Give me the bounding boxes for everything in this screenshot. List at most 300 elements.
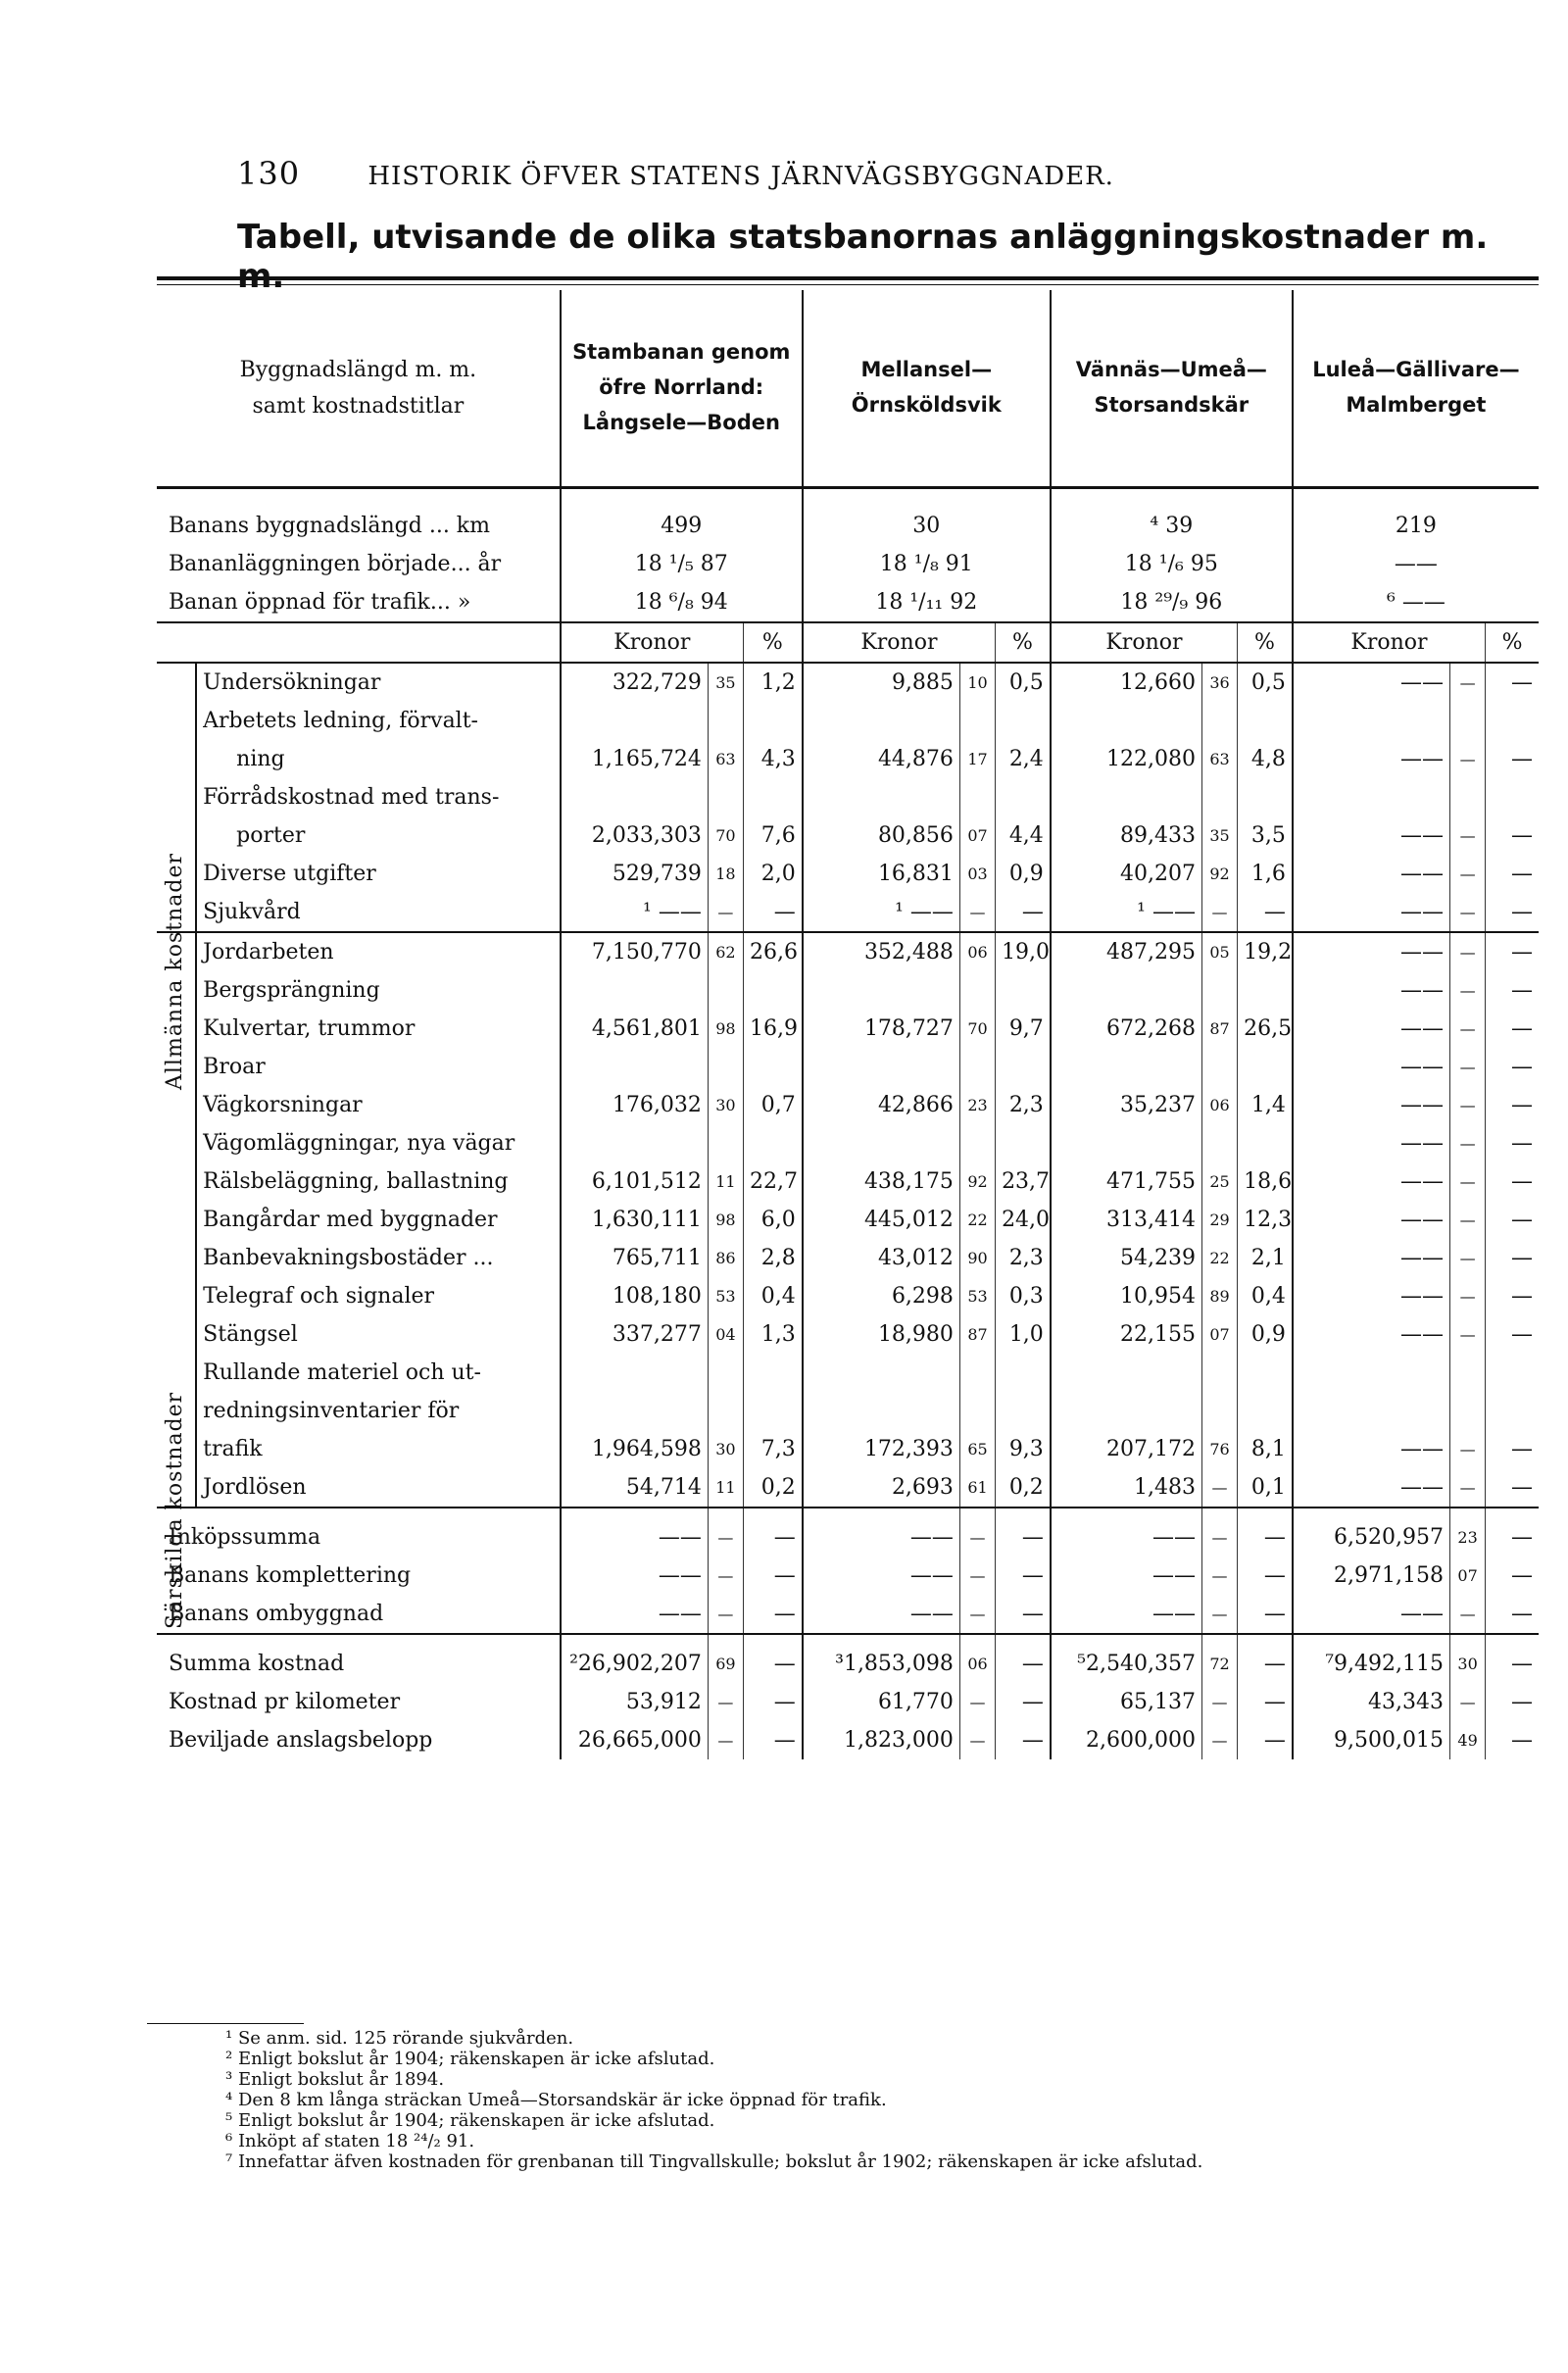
cell-ore: — (959, 1557, 995, 1595)
cell-percent: 23,7 (1002, 1169, 1051, 1194)
cell-kronor: 529,739 (561, 855, 709, 893)
cell-kronor: —— (1293, 816, 1450, 855)
cell-kronor (561, 1048, 709, 1086)
units-label-spacer (157, 622, 561, 663)
row-label (196, 1430, 561, 1468)
cell-value: 499 (561, 488, 803, 546)
table-row (157, 1634, 1539, 1683)
cell-percent: — (1263, 900, 1286, 924)
cell-kronor: 9,500,015 (1293, 1721, 1450, 1759)
cell-ore: 87 (959, 1315, 995, 1354)
unit-kronor: Kronor (1051, 622, 1238, 663)
cell-percent: — (1486, 663, 1539, 702)
cell-kronor (1293, 1354, 1450, 1392)
cell-percent: 0,2 (760, 1475, 796, 1500)
info-row (157, 488, 1539, 546)
unit-percent: % (996, 622, 1051, 663)
unit-percent: % (1238, 622, 1293, 663)
cell-kronor: —— (1293, 893, 1450, 932)
table-row (157, 1683, 1539, 1721)
cell-ore (1201, 1124, 1237, 1162)
cell-percent: — (1511, 1690, 1533, 1714)
cell-kronor: —— (1293, 971, 1450, 1010)
cell-percent (996, 971, 1051, 1010)
info-row (157, 545, 1539, 583)
cell-kronor (803, 1392, 960, 1430)
cell-ore: 06 (959, 932, 995, 971)
cell-ore: — (708, 1508, 743, 1557)
cell-kronor: 176,032 (561, 1086, 709, 1124)
cell-ore: 53 (959, 1277, 995, 1315)
row-label: Banans ombyggnad (169, 1602, 384, 1626)
cell-kronor (803, 971, 960, 1010)
cell-kronor: 26,665,000 (561, 1721, 709, 1759)
cell-kronor: 322,729 (561, 663, 709, 702)
cell-percent: — (1263, 1728, 1286, 1753)
cell-kronor: —— (1293, 1595, 1450, 1634)
row-label: Summa kostnad (157, 1634, 561, 1683)
cell-value: ⁴ 39 (1051, 488, 1293, 546)
table-row (157, 1392, 1539, 1430)
row-label-text: trafik (203, 1437, 263, 1461)
table-row (157, 778, 1539, 816)
cell-value: 18 ¹/₁₁ 92 (803, 583, 1051, 622)
cell-percent: — (996, 1634, 1051, 1683)
cell-kronor: 1,165,724 (561, 740, 709, 778)
cell-ore: — (959, 1595, 995, 1634)
cell-ore: 76 (1201, 1430, 1237, 1468)
cell-ore: 10 (959, 663, 995, 702)
cell-value: 30 (803, 488, 1051, 546)
cell-kronor (803, 702, 960, 740)
cell-ore: 35 (1201, 816, 1237, 855)
cell-kronor: —— (1293, 1468, 1450, 1508)
unit-kronor: Kronor (1293, 622, 1486, 663)
cell-kronor: 765,711 (561, 1239, 709, 1277)
header-mellansel-ornskoldsvik: Mellansel— Örnsköldsvik (803, 290, 1051, 488)
cell-ore: 23 (959, 1086, 995, 1124)
cell-percent: 0,9 (1250, 1322, 1286, 1347)
cell-ore: — (1450, 1162, 1486, 1201)
cell-kronor: —— (1293, 1048, 1450, 1086)
cell-percent: — (1486, 1634, 1539, 1683)
cell-ore: — (1450, 1430, 1486, 1468)
cell-kronor: 352,488 (803, 932, 960, 971)
footnote: ⁴ Den 8 km långa sträckan Umeå—Storsandskär är icke öppnad för trafik. (225, 2090, 887, 2110)
cell-ore: 61 (959, 1468, 995, 1508)
cell-kronor: 44,876 (803, 740, 960, 778)
cell-percent: — (1511, 1284, 1533, 1309)
cell-kronor (1051, 1392, 1202, 1430)
cell-percent (744, 1354, 803, 1392)
cell-kronor: 178,727 (803, 1010, 960, 1048)
cell-percent (996, 1354, 1051, 1392)
row-label-text: Bangårdar med byggnader (203, 1208, 498, 1232)
cell-percent: — (773, 1728, 796, 1753)
row-label-text: Stängsel (203, 1322, 298, 1347)
row-label (196, 1315, 561, 1354)
cost-table-wrapper (157, 276, 1539, 2007)
cell-kronor: ⁵2,540,357 (1051, 1634, 1202, 1683)
cell-ore: — (1450, 1201, 1486, 1239)
cell-kronor: 487,295 (1051, 932, 1202, 971)
cell-percent: 16,9 (750, 1016, 798, 1041)
cell-ore (708, 1392, 743, 1430)
cell-kronor: —— (1293, 1162, 1450, 1201)
header-vannas-umea-storsandskar: Vännäs—Umeå— Storsandskär (1051, 290, 1293, 488)
cell-percent: — (1238, 1508, 1293, 1557)
cell-ore: — (1450, 1595, 1486, 1634)
cell-percent: 19,0 (996, 932, 1051, 971)
footnote: ² Enligt bokslut år 1904; räkenskapen är icke afslutad. (225, 2049, 715, 2069)
cell-kronor: ⁷9,492,115 (1293, 1634, 1450, 1683)
cell-kronor: 2,971,158 (1293, 1557, 1450, 1595)
row-label-text: Vägomläggningar, nya vägar (203, 1131, 515, 1156)
cell-percent: 0,9 (1008, 862, 1044, 886)
cell-ore (959, 1048, 995, 1086)
row-label-text: Förrådskostnad med trans- (203, 785, 500, 810)
table-row (157, 1468, 1539, 1508)
cell-kronor: —— (1293, 1010, 1450, 1048)
row-label-text: Diverse utgifter (203, 862, 376, 886)
cell-percent: 26,6 (744, 932, 803, 971)
cell-ore: 98 (708, 1201, 743, 1239)
cell-kronor: 672,268 (1051, 1010, 1202, 1048)
cell-ore: 87 (1201, 1010, 1237, 1048)
row-label-text: Undersökningar (203, 670, 381, 695)
cell-percent: — (773, 1690, 796, 1714)
cell-percent (1238, 1048, 1293, 1086)
cost-table (157, 290, 1539, 1759)
cell-kronor: 16,831 (803, 855, 960, 893)
cell-ore: 18 (708, 855, 743, 893)
cell-percent: — (1511, 1169, 1533, 1194)
footnote: ³ Enligt bokslut år 1894. (225, 2069, 445, 2090)
cell-kronor: —— (1293, 1124, 1450, 1162)
cell-kronor: ¹ —— (803, 893, 960, 932)
cell-kronor: 471,755 (1051, 1162, 1202, 1201)
cell-ore: — (708, 893, 743, 932)
cell-kronor: 337,277 (561, 1315, 709, 1354)
cell-kronor (803, 1124, 960, 1162)
cell-ore: 06 (959, 1634, 995, 1683)
cell-ore: — (1450, 1468, 1486, 1508)
cell-kronor: 53,912 (561, 1683, 709, 1721)
table-row (157, 971, 1539, 1010)
cell-kronor: 172,393 (803, 1430, 960, 1468)
cell-percent: — (1511, 900, 1533, 924)
cell-kronor: —— (803, 1557, 960, 1595)
cell-kronor (561, 702, 709, 740)
cell-kronor (1293, 702, 1450, 740)
cell-ore: — (1201, 1557, 1237, 1595)
cell-kronor: 6,298 (803, 1277, 960, 1315)
cell-kronor (1051, 702, 1202, 740)
cell-percent: — (1021, 1728, 1044, 1753)
table-row (157, 855, 1539, 893)
cell-kronor: 2,693 (803, 1468, 960, 1508)
cell-kronor: 108,180 (561, 1277, 709, 1315)
cell-ore: — (1450, 1683, 1486, 1721)
row-label-text: Kulvertar, trummor (203, 1016, 416, 1041)
cell-value: 18 ⁶/₈ 94 (561, 583, 803, 622)
table-row (157, 702, 1539, 740)
footnote: ⁶ Inköpt af staten 18 ²⁴/₂ 91. (225, 2131, 475, 2151)
cell-kronor: —— (561, 1508, 709, 1557)
cell-percent: — (773, 900, 796, 924)
cell-kronor: —— (561, 1557, 709, 1595)
cell-kronor: 9,885 (803, 663, 960, 702)
cell-ore: 25 (1201, 1162, 1237, 1201)
cell-kronor (561, 1124, 709, 1162)
cell-ore: — (1450, 893, 1486, 932)
cell-percent: 1,2 (744, 663, 803, 702)
cell-percent (744, 778, 803, 816)
cell-kronor: 1,483 (1051, 1468, 1202, 1508)
cell-kronor: 2,033,303 (561, 816, 709, 855)
cell-ore: — (708, 1557, 743, 1595)
cell-percent: — (1511, 1602, 1533, 1626)
cell-kronor: —— (1051, 1508, 1202, 1557)
cell-ore: — (1450, 816, 1486, 855)
cell-kronor: 89,433 (1051, 816, 1202, 855)
table-row (157, 663, 1539, 702)
footnotes (225, 2023, 1499, 2172)
cell-percent (1238, 778, 1293, 816)
cell-ore: 72 (1201, 1634, 1237, 1683)
cell-kronor: —— (1293, 1277, 1450, 1315)
cell-percent: 24,0 (1002, 1208, 1051, 1232)
cell-percent (744, 702, 803, 740)
cell-percent: 0,3 (1008, 1284, 1044, 1309)
table-row (157, 1162, 1539, 1201)
cell-percent: 4,3 (760, 747, 796, 771)
unit-percent: % (1486, 622, 1539, 663)
cell-percent (996, 702, 1051, 740)
table-row (157, 1595, 1539, 1634)
cell-percent (1486, 1354, 1539, 1392)
cell-ore (1201, 1048, 1237, 1086)
row-label: Inköpssumma (157, 1508, 561, 1557)
cell-percent: — (1511, 1055, 1533, 1079)
table-row (157, 1010, 1539, 1048)
cell-ore (959, 702, 995, 740)
table-row (157, 1557, 1539, 1595)
cell-percent (996, 778, 1051, 816)
cell-ore: 36 (1201, 663, 1237, 702)
cell-percent: — (1021, 1690, 1044, 1714)
cell-ore (1450, 1392, 1486, 1430)
table-row (157, 1124, 1539, 1162)
cell-percent: 0,2 (1008, 1475, 1044, 1500)
table-row (157, 1048, 1539, 1086)
cell-percent: 1,6 (1250, 862, 1286, 886)
cell-ore: — (1201, 1508, 1237, 1557)
cell-value: 18 ¹/₈ 91 (803, 545, 1051, 583)
cell-percent: 9,3 (1008, 1437, 1044, 1461)
row-label (196, 1277, 561, 1315)
cell-kronor: 1,823,000 (803, 1721, 960, 1759)
table-row (157, 1086, 1539, 1124)
cell-percent: 0,4 (1250, 1284, 1286, 1309)
row-label: Banan öppnad för trafik... » (169, 590, 471, 615)
cell-percent: 19,2 (1238, 932, 1293, 971)
row-label-text: Jordlösen (203, 1475, 307, 1500)
cell-percent: 4,4 (1008, 823, 1044, 848)
table-row (157, 932, 1539, 971)
row-label (196, 893, 561, 932)
cell-kronor: ³1,853,098 (803, 1634, 960, 1683)
cell-ore: — (708, 1595, 743, 1634)
cell-ore (1201, 1392, 1237, 1430)
cell-ore: 65 (959, 1430, 995, 1468)
table-row (157, 740, 1539, 778)
cell-kronor: 1,964,598 (561, 1430, 709, 1468)
cell-percent: — (1021, 1563, 1044, 1588)
row-label-text: Sjukvård (203, 900, 301, 924)
row-label-text: Jordarbeten (203, 940, 334, 964)
cell-kronor: —— (803, 1508, 960, 1557)
cell-ore: 17 (959, 740, 995, 778)
cell-percent: 2,0 (760, 862, 796, 886)
cell-ore: 07 (959, 816, 995, 855)
cell-percent: 6,0 (760, 1208, 796, 1232)
cell-percent: 2,1 (1250, 1246, 1286, 1270)
table-title: Tabell, utvisande de olika statsbanornas anläggningskostnader m. m. (237, 218, 1489, 296)
cell-value: ⁶ —— (1293, 583, 1539, 622)
cell-percent: — (1238, 1634, 1293, 1683)
cell-percent: — (1021, 900, 1044, 924)
header-lulea-gallivare-malmberget: Luleå—Gällivare— Malmberget (1293, 290, 1539, 488)
cell-percent: 7,6 (760, 823, 796, 848)
row-label (196, 1086, 561, 1124)
cell-ore (959, 1124, 995, 1162)
cell-kronor (803, 1048, 960, 1086)
cell-kronor: —— (1051, 1557, 1202, 1595)
cell-percent (744, 1048, 803, 1086)
cell-percent (1238, 1354, 1293, 1392)
cell-percent: — (1511, 1016, 1533, 1041)
cell-percent (744, 971, 803, 1010)
cell-kronor: —— (561, 1595, 709, 1634)
cell-kronor: —— (1293, 855, 1450, 893)
cell-kronor: 6,101,512 (561, 1162, 709, 1201)
cell-ore: 53 (708, 1277, 743, 1315)
row-label (196, 1124, 561, 1162)
footnote: ¹ Se anm. sid. 125 rörande sjukvården. (225, 2028, 574, 2049)
cell-percent: — (1511, 1246, 1533, 1270)
cell-kronor: ²26,902,207 (561, 1634, 709, 1683)
cell-percent: — (1511, 1437, 1533, 1461)
cell-ore: — (959, 1508, 995, 1557)
row-label: Kostnad pr kilometer (169, 1690, 401, 1714)
info-row (157, 583, 1539, 622)
cell-ore: 62 (708, 932, 743, 971)
cell-ore: 70 (959, 1010, 995, 1048)
cell-ore: 06 (1201, 1086, 1237, 1124)
cell-percent (1238, 1392, 1293, 1430)
cell-ore: 05 (1201, 932, 1237, 971)
cell-percent: — (1511, 1208, 1533, 1232)
cell-percent: — (996, 1508, 1051, 1557)
cell-percent (996, 1048, 1051, 1086)
cell-ore: 23 (1450, 1508, 1486, 1557)
cell-ore (1450, 778, 1486, 816)
cell-percent: — (1263, 1563, 1286, 1588)
cell-percent: — (1263, 1602, 1286, 1626)
cell-ore: — (1450, 1048, 1486, 1086)
cell-percent: — (1486, 1508, 1539, 1557)
table-row (157, 893, 1539, 932)
cell-ore: 30 (708, 1086, 743, 1124)
cell-kronor (1051, 1124, 1202, 1162)
cell-ore: — (1450, 855, 1486, 893)
row-label-text: Banbevakningsbostäder ... (203, 1246, 494, 1270)
row-label-text: ning (236, 747, 285, 771)
cell-percent: 4,8 (1250, 747, 1286, 771)
cell-percent: 0,1 (1250, 1475, 1286, 1500)
cell-percent: — (1511, 1322, 1533, 1347)
cell-percent: — (1511, 747, 1533, 771)
cell-ore: 07 (1450, 1557, 1486, 1595)
cell-ore: 35 (708, 663, 743, 702)
cell-ore: — (1450, 1086, 1486, 1124)
cell-kronor: 4,561,801 (561, 1010, 709, 1048)
cell-kronor (803, 778, 960, 816)
row-label-text: Broar (203, 1055, 266, 1079)
cell-ore (708, 1124, 743, 1162)
cell-percent (996, 1124, 1051, 1162)
cell-kronor (1051, 1354, 1202, 1392)
cell-ore (1450, 702, 1486, 740)
cell-ore: — (1201, 1683, 1237, 1721)
cell-ore: 30 (708, 1430, 743, 1468)
row-label (196, 855, 561, 893)
cell-ore: — (1450, 740, 1486, 778)
running-header (237, 155, 1315, 192)
cell-ore: — (708, 1683, 743, 1721)
cell-ore: 29 (1201, 1201, 1237, 1239)
cell-percent: 2,4 (1008, 747, 1044, 771)
cell-ore: 98 (708, 1010, 743, 1048)
header-langsele-boden: Stambanan genom öfre Norrland: Långsele—Boden (561, 290, 803, 488)
row-label (196, 1392, 561, 1430)
row-label-text: redningsinventarier för (203, 1399, 460, 1423)
table-row (157, 1430, 1539, 1468)
cell-percent: — (1511, 1563, 1533, 1588)
cell-kronor: 80,856 (803, 816, 960, 855)
cell-kronor (561, 1392, 709, 1430)
cell-percent: — (1511, 978, 1533, 1003)
table-row (157, 1239, 1539, 1277)
units-row (157, 622, 1539, 663)
cell-ore: 92 (1201, 855, 1237, 893)
row-label (196, 1354, 561, 1392)
cell-ore: — (1450, 932, 1486, 971)
table-row (157, 1354, 1539, 1392)
cell-percent: — (1511, 1728, 1533, 1753)
cell-ore: — (1450, 1277, 1486, 1315)
cell-kronor: 40,207 (1051, 855, 1202, 893)
cell-ore: — (959, 1721, 995, 1759)
row-label-text: Telegraf och signaler (203, 1284, 435, 1309)
cell-kronor: —— (803, 1595, 960, 1634)
cell-percent: 8,1 (1250, 1437, 1286, 1461)
cell-ore: 86 (708, 1239, 743, 1277)
cell-kronor: 61,770 (803, 1683, 960, 1721)
cell-ore (1201, 702, 1237, 740)
row-label (196, 816, 561, 855)
